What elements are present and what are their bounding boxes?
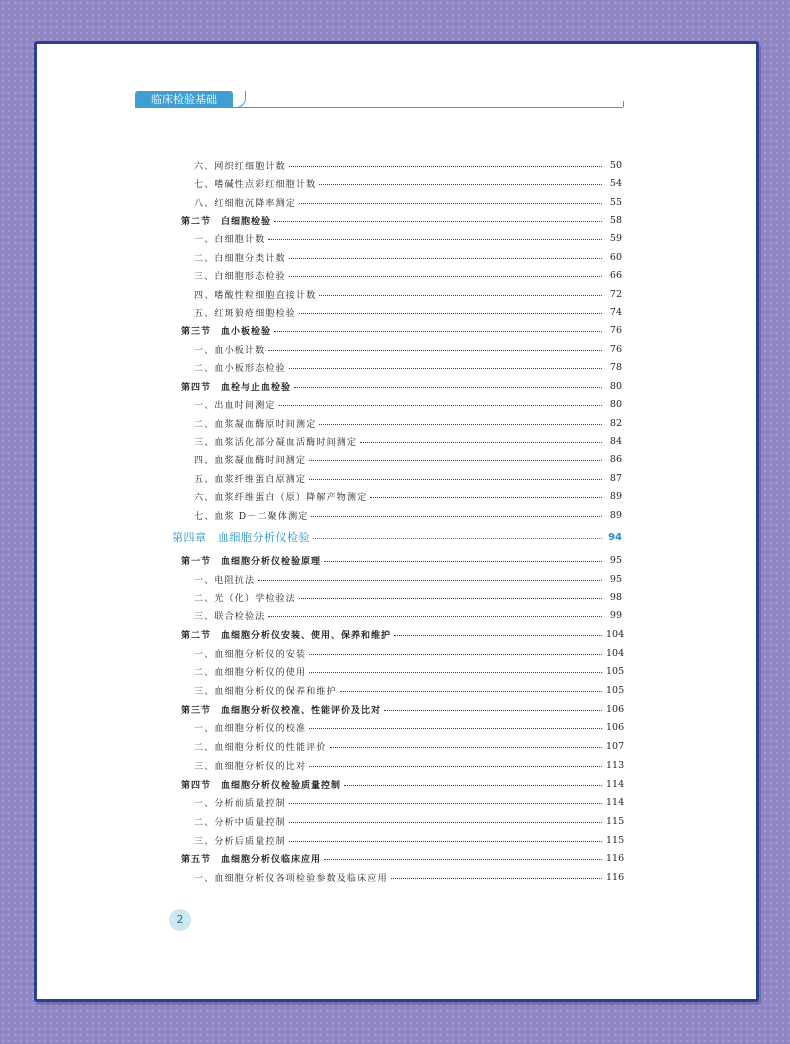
toc-page-number: 106 bbox=[606, 703, 625, 715]
toc-page-number: 114 bbox=[606, 796, 625, 808]
toc-entry-title: 一、血细胞分析仪各项检验参数及临床应用 bbox=[194, 873, 388, 884]
toc-page-number: 114 bbox=[606, 778, 625, 790]
toc-leader-dots bbox=[289, 822, 602, 823]
toc-page-number: 105 bbox=[606, 684, 625, 696]
toc-item-entry[interactable] bbox=[194, 738, 625, 754]
toc-entry-title: 第二节 血细胞分析仪安装、使用、保养和维护 bbox=[181, 630, 392, 641]
toc-page-number: 107 bbox=[606, 740, 625, 752]
toc-leader-dots bbox=[370, 497, 602, 498]
toc-item-entry[interactable] bbox=[194, 286, 622, 302]
toc-entry-title: 第三节 血小板检验 bbox=[181, 326, 272, 337]
toc-leader-dots bbox=[340, 691, 602, 692]
toc-entry-title: 二、白细胞分类计数 bbox=[194, 253, 286, 264]
toc-entry-title: 四、嗜酸性粒细胞直接计数 bbox=[194, 290, 317, 301]
toc-page-number: 87 bbox=[609, 472, 622, 484]
toc-leader-dots bbox=[330, 747, 602, 748]
toc-entry-title: 五、红斑狼疮细胞检验 bbox=[194, 308, 297, 319]
toc-entry-title: 第四节 血细胞分析仪检验质量控制 bbox=[181, 780, 342, 791]
toc-leader-dots bbox=[319, 184, 602, 185]
toc-item-entry[interactable] bbox=[194, 267, 622, 283]
toc-page-number: 104 bbox=[606, 647, 625, 659]
toc-page-number: 76 bbox=[609, 343, 622, 355]
toc-entry-title: 二、血小板形态检验 bbox=[194, 363, 286, 374]
toc-section-entry[interactable] bbox=[181, 850, 625, 866]
toc-leader-dots bbox=[391, 878, 602, 879]
toc-leader-dots bbox=[268, 616, 602, 617]
toc-page-number: 76 bbox=[609, 324, 622, 336]
toc-item-entry[interactable] bbox=[194, 507, 622, 523]
toc-leader-dots bbox=[309, 728, 602, 729]
toc-item-entry[interactable] bbox=[194, 869, 625, 885]
toc-leader-dots bbox=[289, 803, 602, 804]
toc-leader-dots bbox=[274, 221, 602, 222]
toc-leader-dots bbox=[268, 350, 602, 351]
toc-entry-title: 一、白细胞计数 bbox=[194, 234, 266, 245]
toc-item-entry[interactable] bbox=[194, 157, 622, 173]
toc-leader-dots bbox=[309, 672, 602, 673]
toc-leader-dots bbox=[289, 166, 602, 167]
toc-item-entry[interactable] bbox=[194, 433, 622, 449]
toc-entry-title: 一、出血时间测定 bbox=[194, 400, 276, 411]
toc-page-number: 55 bbox=[609, 196, 622, 208]
toc-leader-dots bbox=[289, 276, 602, 277]
toc-entry-title: 四、血浆凝血酶时间测定 bbox=[194, 455, 307, 466]
toc-item-entry[interactable] bbox=[194, 359, 622, 375]
toc-item-entry[interactable] bbox=[194, 571, 622, 587]
toc-item-entry[interactable] bbox=[194, 304, 622, 320]
toc-leader-dots bbox=[289, 368, 602, 369]
toc-item-entry[interactable] bbox=[194, 682, 625, 698]
page-number-badge: 2 bbox=[169, 909, 191, 931]
toc-section-entry[interactable] bbox=[181, 776, 625, 792]
toc-entry-title: 第二节 白细胞检验 bbox=[181, 216, 272, 227]
toc-page-number: 74 bbox=[609, 306, 622, 318]
toc-page-number: 72 bbox=[609, 288, 622, 300]
toc-leader-dots bbox=[294, 387, 602, 388]
toc-page-number: 82 bbox=[609, 417, 622, 429]
toc-section-entry[interactable] bbox=[181, 701, 625, 717]
header-rule-end bbox=[618, 101, 624, 107]
toc-item-entry[interactable] bbox=[194, 396, 622, 412]
toc-leader-dots bbox=[289, 258, 602, 259]
toc-entry-title: 二、血细胞分析仪的使用 bbox=[194, 667, 307, 678]
toc-page-number: 59 bbox=[609, 232, 622, 244]
toc-item-entry[interactable] bbox=[194, 249, 622, 265]
toc-entry-title: 五、血浆纤维蛋白原测定 bbox=[194, 474, 307, 485]
toc-entry-title: 三、分析后质量控制 bbox=[194, 836, 286, 847]
toc-entry-title: 第五节 血细胞分析仪临床应用 bbox=[181, 854, 322, 865]
toc-item-entry[interactable] bbox=[194, 451, 622, 467]
toc-leader-dots bbox=[309, 479, 602, 480]
toc-item-entry[interactable] bbox=[194, 470, 622, 486]
toc-page-number: 89 bbox=[609, 509, 622, 521]
toc-page-number: 116 bbox=[606, 852, 625, 864]
toc-entry-title: 第四章 血细胞分析仪检验 bbox=[172, 531, 310, 544]
toc-leader-dots bbox=[384, 710, 602, 711]
toc-page-number: 99 bbox=[609, 609, 622, 621]
toc-leader-dots bbox=[274, 331, 602, 332]
toc-section-entry[interactable] bbox=[181, 322, 622, 338]
toc-page-number: 84 bbox=[609, 435, 622, 447]
toc-page-number: 60 bbox=[609, 251, 622, 263]
toc-item-entry[interactable] bbox=[194, 645, 625, 661]
toc-item-entry[interactable] bbox=[194, 488, 622, 504]
toc-entry-title: 三、血浆活化部分凝血活酶时间测定 bbox=[194, 437, 358, 448]
toc-entry-title: 第四节 血栓与止血检验 bbox=[181, 382, 292, 393]
toc-item-entry[interactable] bbox=[194, 194, 622, 210]
toc-entry-title: 一、血细胞分析仪的校准 bbox=[194, 723, 307, 734]
toc-item-entry[interactable] bbox=[194, 663, 625, 679]
toc-entry-title: 第三节 血细胞分析仪校准、性能评价及比对 bbox=[181, 705, 382, 716]
toc-leader-dots bbox=[344, 785, 602, 786]
toc-chapter-entry[interactable] bbox=[172, 529, 622, 545]
toc-item-entry[interactable] bbox=[194, 589, 622, 605]
toc-page-number: 94 bbox=[608, 531, 622, 543]
toc-item-entry[interactable] bbox=[194, 719, 625, 735]
toc-leader-dots bbox=[309, 766, 602, 767]
toc-entry-title: 第一节 血细胞分析仪检验原理 bbox=[181, 556, 322, 567]
toc-item-entry[interactable] bbox=[194, 230, 622, 246]
toc-page-number: 54 bbox=[609, 177, 622, 189]
toc-leader-dots bbox=[319, 295, 602, 296]
toc-item-entry[interactable] bbox=[194, 757, 625, 773]
toc-entry-title: 三、白细胞形态检验 bbox=[194, 271, 286, 282]
toc-leader-dots bbox=[299, 203, 602, 204]
toc-leader-dots bbox=[360, 442, 602, 443]
toc-section-entry[interactable] bbox=[181, 552, 622, 568]
toc-item-entry[interactable] bbox=[194, 175, 622, 191]
toc-entry-title: 六、网织红细胞计数 bbox=[194, 161, 286, 172]
toc-section-entry[interactable] bbox=[181, 212, 622, 228]
toc-item-entry[interactable] bbox=[194, 607, 622, 623]
toc-entry-title: 二、分析中质量控制 bbox=[194, 817, 286, 828]
toc-page-number: 98 bbox=[609, 591, 622, 603]
toc-entry-title: 三、血细胞分析仪的比对 bbox=[194, 761, 307, 772]
toc-page-number: 105 bbox=[606, 665, 625, 677]
toc-page-number: 113 bbox=[606, 759, 625, 771]
toc-page-number: 80 bbox=[609, 398, 622, 410]
toc-entry-title: 七、血浆 D－二聚体测定 bbox=[194, 511, 309, 522]
toc-entry-title: 一、分析前质量控制 bbox=[194, 798, 286, 809]
toc-leader-dots bbox=[289, 841, 602, 842]
toc-section-entry[interactable] bbox=[181, 378, 622, 394]
toc-page-number: 95 bbox=[609, 554, 622, 566]
toc-leader-dots bbox=[309, 460, 602, 461]
toc-section-entry[interactable] bbox=[181, 626, 625, 642]
toc-item-entry[interactable] bbox=[194, 794, 625, 810]
toc-page-number: 115 bbox=[606, 815, 625, 827]
toc-page-number: 115 bbox=[606, 834, 625, 846]
toc-page-number: 106 bbox=[606, 721, 625, 733]
toc-leader-dots bbox=[313, 538, 602, 539]
toc-entry-title: 二、血浆凝血酶原时间测定 bbox=[194, 419, 317, 430]
toc-page-number: 95 bbox=[609, 573, 622, 585]
toc-page-number: 50 bbox=[609, 159, 622, 171]
toc-leader-dots bbox=[299, 598, 602, 599]
toc-page-number: 89 bbox=[609, 490, 622, 502]
toc-item-entry[interactable] bbox=[194, 832, 625, 848]
toc-leader-dots bbox=[309, 654, 602, 655]
toc-leader-dots bbox=[324, 561, 602, 562]
toc-entry-title: 二、光（化）学检验法 bbox=[194, 593, 297, 604]
toc-leader-dots bbox=[311, 516, 602, 517]
toc-page-number: 78 bbox=[609, 361, 622, 373]
running-header-title: 临床检验基础 bbox=[135, 91, 233, 108]
toc-item-entry[interactable] bbox=[194, 813, 625, 829]
toc-entry-title: 七、嗜碱性点彩红细胞计数 bbox=[194, 179, 317, 190]
toc-page-number: 104 bbox=[606, 628, 625, 640]
toc-page-number: 80 bbox=[609, 380, 622, 392]
toc-leader-dots bbox=[268, 239, 602, 240]
toc-leader-dots bbox=[258, 580, 602, 581]
toc-leader-dots bbox=[299, 313, 602, 314]
toc-entry-title: 六、血浆纤维蛋白（原）降解产物测定 bbox=[194, 492, 368, 503]
toc-entry-title: 一、电阻抗法 bbox=[194, 575, 256, 586]
toc-page-number: 66 bbox=[609, 269, 622, 281]
toc-entry-title: 二、血细胞分析仪的性能评价 bbox=[194, 742, 327, 753]
toc-entry-title: 一、血细胞分析仪的安装 bbox=[194, 649, 307, 660]
toc-leader-dots bbox=[324, 859, 602, 860]
toc-leader-dots bbox=[394, 635, 602, 636]
toc-leader-dots bbox=[319, 424, 602, 425]
header-rule bbox=[135, 107, 623, 108]
toc-entry-title: 八、红细胞沉降率测定 bbox=[194, 198, 297, 209]
toc-page-number: 116 bbox=[606, 871, 625, 883]
toc-page-number: 86 bbox=[609, 453, 622, 465]
toc-leader-dots bbox=[279, 405, 602, 406]
toc-entry-title: 三、联合检验法 bbox=[194, 611, 266, 622]
toc-item-entry[interactable] bbox=[194, 415, 622, 431]
toc-entry-title: 三、血细胞分析仪的保养和维护 bbox=[194, 686, 337, 697]
toc-page-number: 58 bbox=[609, 214, 622, 226]
toc-entry-title: 一、血小板计数 bbox=[194, 345, 266, 356]
toc-item-entry[interactable] bbox=[194, 341, 622, 357]
